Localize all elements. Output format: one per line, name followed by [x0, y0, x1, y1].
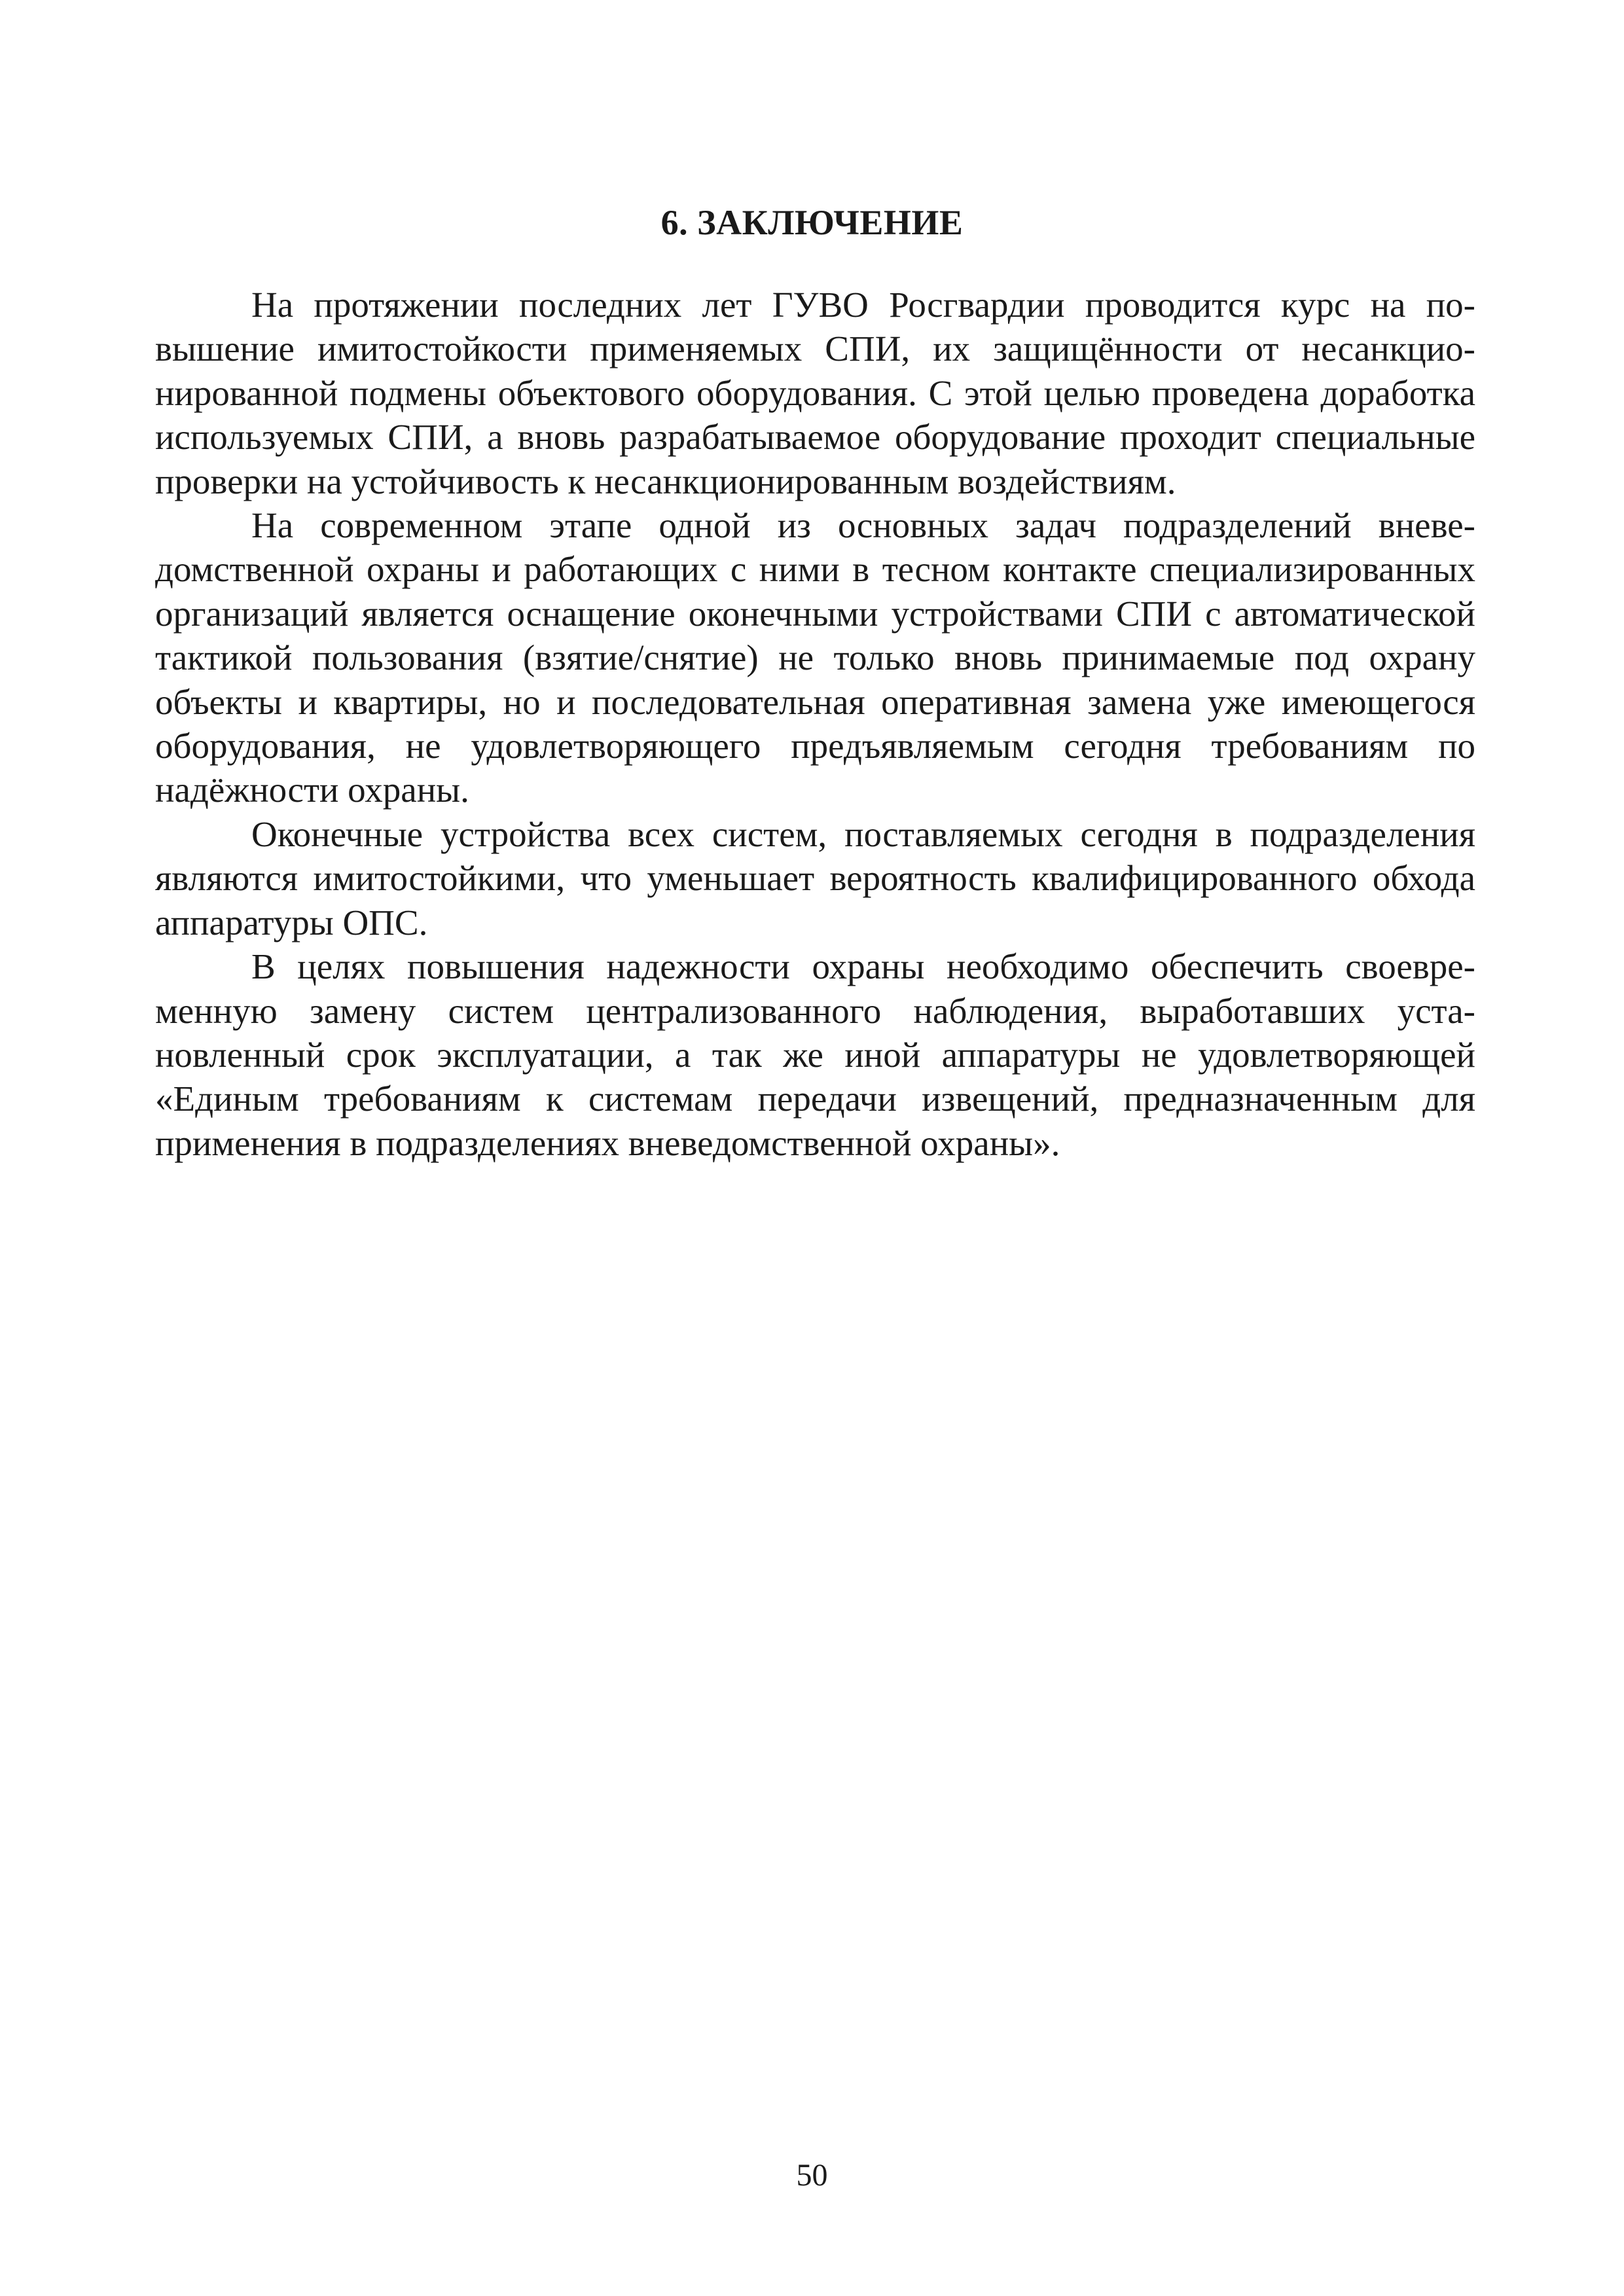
- paragraph-3: Оконечные устройства всех систем, поставляемых сегодня в подразделения являются имитостойкими, что уменьшает вероятность квалифицированного обхода аппаратуры ОПС.: [155, 814, 1475, 942]
- paragraph-2: На современном этапе одной из основных задач подразделений вневедомственной охраны и работающих с ними в тесном контакте специализированных организаций является оснащение оконечными устройствами СПИ с автоматической тактикой пользования (взятие/снятие) не только вновь принимаемые под охрану объекты и квартиры, но и последовательная оперативная замена уже имеющегося оборудования, не удовлетворяющего предъявляемым сегодня требованиям по надёжности охраны.: [155, 505, 1475, 810]
- paragraph-4: В целях повышения надежности охраны необходимо обеспечить своевременную замену систем централизованного наблюдения, выработавших установленный срок эксплуатации, а так же иной аппаратуры не удовлетворяющей «Единым требованиям к системам передачи извещений, предназначенным для применения в подразделениях вневедомственной охраны».: [155, 946, 1475, 1163]
- body-text: [155, 283, 1475, 1165]
- section-heading: 6. ЗАКЛЮЧЕНИЕ: [660, 203, 964, 242]
- page-number: 50: [796, 2158, 828, 2193]
- paragraph-1: На протяжении последних лет ГУВО Росгвардии проводится курс на повышение имитостойкости применяемых СПИ, их защищённости от несанкционированной подмены объектового оборудования. С этой целью проведена доработка используемых СПИ, а вновь разрабатываемое оборудование проходит специальные проверки на устойчивость к несанкционированным воздействиям.: [155, 285, 1475, 501]
